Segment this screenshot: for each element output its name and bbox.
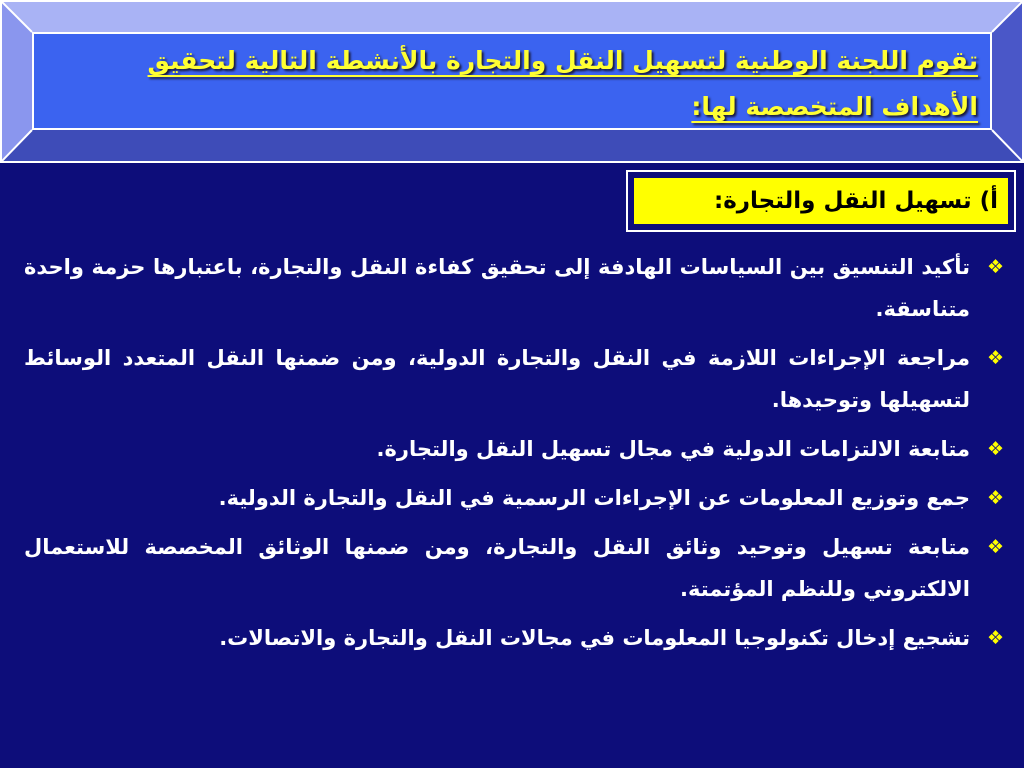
diamond-bullet-icon: ❖	[986, 438, 1004, 460]
list-item	[24, 246, 1004, 330]
list-item	[24, 526, 1004, 610]
diamond-bullet-icon: ❖	[986, 487, 1004, 509]
bullet-list	[24, 246, 1004, 666]
list-item	[24, 337, 1004, 421]
diamond-bullet-icon: ❖	[986, 256, 1004, 278]
list-item-text: تشجيع إدخال تكنولوجيا المعلومات في مجالات النقل والتجارة والاتصالات.	[219, 626, 970, 650]
list-item	[24, 428, 1004, 470]
list-item-text: متابعة تسهيل وتوحيد وثائق النقل والتجارة، ومن ضمنها الوثائق المخصصة للاستعمال الالكتروني وللنظم المؤتمتة.	[24, 535, 970, 601]
list-item-text: جمع وتوزيع المعلومات عن الإجراءات الرسمية في النقل والتجارة الدولية.	[218, 486, 970, 510]
list-item	[24, 477, 1004, 519]
header-frame	[0, 0, 1024, 163]
list-item-text: تأكيد التنسيق بين السياسات الهادفة إلى تحقيق كفاءة النقل والتجارة، باعتبارها حزمة واحدة متناسقة.	[24, 255, 970, 321]
diamond-bullet-icon: ❖	[986, 347, 1004, 369]
section-label: أ) تسهيل النقل والتجارة:	[634, 178, 1008, 224]
diamond-bullet-icon: ❖	[986, 536, 1004, 558]
diamond-bullet-icon: ❖	[986, 627, 1004, 649]
page-title: تقوم اللجنة الوطنية لتسهيل النقل والتجارة بالأنشطة التالية لتحقيق الأهداف المتخصصة لها:	[147, 46, 978, 121]
list-item	[24, 617, 1004, 659]
list-item-text: مراجعة الإجراءات اللازمة في النقل والتجارة الدولية، ومن ضمنها النقل المتعدد الوسائط لتسهيلها وتوحيدها.	[24, 346, 970, 412]
section-label-box	[626, 170, 1016, 232]
list-item-text: متابعة الالتزامات الدولية في مجال تسهيل النقل والتجارة.	[376, 437, 970, 461]
header-panel	[32, 32, 992, 130]
